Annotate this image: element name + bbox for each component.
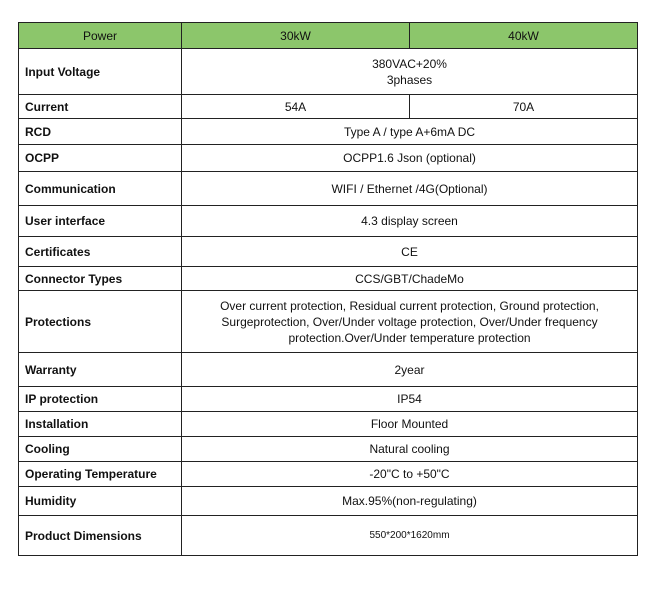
table-row (19, 145, 638, 172)
row-label: Connector Types (19, 267, 182, 291)
row-value: 550*200*1620mm (182, 516, 638, 556)
table-row (19, 49, 638, 95)
table-row (19, 516, 638, 556)
row-value: CCS/GBT/ChadeMo (182, 267, 638, 291)
value-line: 380VAC+20% (372, 56, 447, 71)
table-row (19, 95, 638, 119)
row-label: RCD (19, 119, 182, 145)
table-row (19, 437, 638, 462)
row-value (182, 49, 638, 95)
row-label: Certificates (19, 237, 182, 267)
row-value: 4.3 display screen (182, 206, 638, 237)
row-label: Operating Temperature (19, 462, 182, 487)
table-row (19, 487, 638, 516)
row-label: OCPP (19, 145, 182, 172)
row-label: Installation (19, 412, 182, 437)
header-30kw: 30kW (182, 23, 410, 49)
row-label: Input Voltage (19, 49, 182, 95)
row-label: Humidity (19, 487, 182, 516)
value-line: Surgeprotection, Over/Under voltage protection, Over/Under frequency (221, 314, 598, 329)
row-value: WIFI / Ethernet /4G(Optional) (182, 172, 638, 206)
value-line: Over current protection, Residual current protection, Ground protection, (220, 298, 599, 313)
row-value-30kw: 54A (182, 95, 410, 119)
row-label: Warranty (19, 353, 182, 387)
row-label: Communication (19, 172, 182, 206)
table-row (19, 387, 638, 412)
spec-table (18, 22, 638, 556)
value-line: 3phases (386, 72, 433, 87)
row-value: Floor Mounted (182, 412, 638, 437)
row-value: Type A / type A+6mA DC (182, 119, 638, 145)
table-row (19, 267, 638, 291)
row-value-40kw: 70A (410, 95, 638, 119)
table-row (19, 353, 638, 387)
row-value: Natural cooling (182, 437, 638, 462)
table-row (19, 462, 638, 487)
table-row (19, 412, 638, 437)
row-value: 2year (182, 353, 638, 387)
header-40kw: 40kW (410, 23, 638, 49)
row-value (182, 291, 638, 353)
table-row (19, 291, 638, 353)
value-line: protection.Over/Under temperature protection (288, 330, 531, 345)
row-label: Protections (19, 291, 182, 353)
header-label: Power (19, 23, 182, 49)
table-row (19, 206, 638, 237)
row-value: CE (182, 237, 638, 267)
row-value: -20"C to +50"C (182, 462, 638, 487)
table-header-row (19, 23, 638, 49)
row-value: OCPP1.6 Json (optional) (182, 145, 638, 172)
row-label: Cooling (19, 437, 182, 462)
row-value: IP54 (182, 387, 638, 412)
row-value: Max.95%(non-regulating) (182, 487, 638, 516)
table-row (19, 237, 638, 267)
row-label: Current (19, 95, 182, 119)
table-row (19, 172, 638, 206)
table-row (19, 119, 638, 145)
row-label: Product Dimensions (19, 516, 182, 556)
row-label: IP protection (19, 387, 182, 412)
row-label: User interface (19, 206, 182, 237)
